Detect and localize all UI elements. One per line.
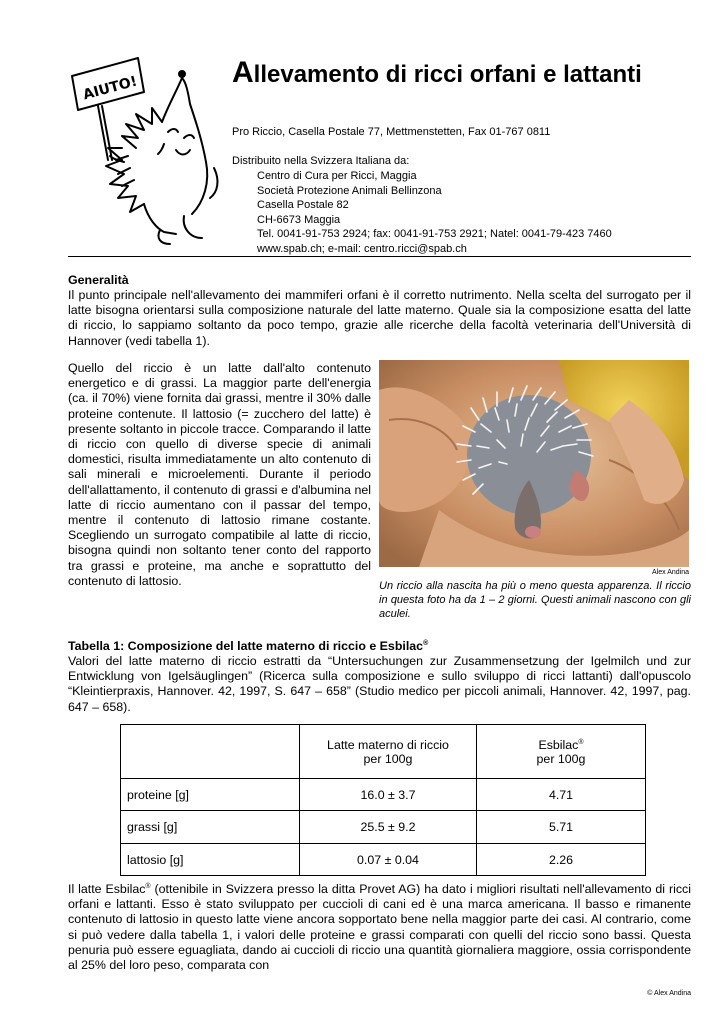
composition-table	[120, 724, 646, 876]
esbilac-rest: (ottenibile in Svizzera presso la ditta Provet AG) ha dato i migliori risultati nell'allevamento di ricci orfani e lattanti. Esso è stato sviluppato per cuccioli di cani ed è una marca americana. Il basso e rimanente contenuto di lattosio in questo latte viene ancora sopportato bene nella maggior parte dei casi. Al contrario, come si può vedere dalla tabella 1, i valori delle proteine e grassi comparati con quelli del riccio sono bassi. Questa penuria può essere eguagliata, dando ai cuccioli di riccio una quantità giornaliera maggiore, ossia corrispondente al 25% del loro peso, comparata con	[68, 882, 691, 973]
hedgehog-logo	[64, 52, 224, 248]
header-esbilac-line2: per 100g	[536, 751, 586, 766]
address-line: Tel. 0041-91-753 2924; fax: 0041-91-753 2921; Natel: 0041-79-423 7460	[257, 228, 612, 240]
header-riccio-line1: Latte materno di riccio	[327, 737, 449, 752]
row-label: proteine [g]	[121, 779, 300, 811]
title-initial: A	[232, 56, 254, 89]
address-block	[257, 169, 612, 256]
row-riccio-value: 25.5 ± 9.2	[300, 811, 477, 844]
registered-mark: ®	[578, 738, 584, 746]
address-line: Centro di Cura per Ricci, Maggia	[257, 170, 417, 182]
page-title	[232, 56, 642, 90]
org-line: Pro Riccio, Casella Postale 77, Mettmenstetten, Fax 01-767 0811	[232, 126, 551, 138]
row-riccio-value: 16.0 ± 3.7	[300, 779, 477, 811]
header-riccio-line2: per 100g	[363, 751, 413, 766]
row-label: grassi [g]	[121, 811, 300, 844]
header-divider	[68, 256, 691, 257]
address-line: www.spab.ch; e-mail: centro.ricci@spab.ch	[257, 242, 467, 255]
photo-credit: Alex Andina	[652, 569, 689, 576]
photo-caption: Un riccio alla nascita ha più o meno questa apparenza. Il riccio in questa foto ha da 1 – 2 giorni. Questi animali nascono con gli aculei.	[379, 580, 691, 620]
table-row	[121, 779, 646, 811]
table-description: Valori del latte materno di riccio estratti da “Untersuchungen zur Zusammensetzung der Igelmilch und zur Entwicklung von Igelsäuglingen” (Ricerca sulla composizione e sullo sviluppo di ricci lattanti) dall'opuscolo “Kleintierpraxis, Hannover. 42, 1997, S. 647 – 658” (Studio medico per piccoli animali, Hannover. 42, 1997, pag. 647 – 658).	[68, 654, 691, 714]
milk-paragraph: Quello del riccio è un latte dall'alto contenuto energetico e di grassi. La maggior parte dell'energia (ca. il 70%) viene fornita dai grassi, mentre il 30% dalle proteine contenute. Il lattosio (= zucchero del latte) è presente soltanto in piccole tracce. Comparando il latte di riccio con quello di diverse specie di animali domestici, risulta immediatamente un alto contenuto di sali minerali e microelementi. Durante il periodo dell'allattamento, il contenuto di grassi e d'albumina nel latte di riccio aumentano con il passar del tempo, mentre il contenuto di lattosio rimane costante. Scegliendo un surrogato compatibile al latte di riccio, bisogna quindi non soltanto tener conto del rapporto tra grassi e proteine, ma anche e soprattutto del contenuto di lattosio.	[68, 361, 371, 588]
distributed-label: Distribuito nella Svizzera Italiana da:	[232, 155, 410, 167]
address-line: Casella Postale 82	[257, 199, 349, 211]
table-header-empty	[121, 725, 300, 779]
table-heading-text: Tabella 1: Composizione del latte materno di riccio e Esbilac	[68, 639, 424, 653]
row-esbilac-value: 2.26	[477, 844, 646, 876]
table-row	[121, 844, 646, 876]
row-label: lattosio [g]	[121, 844, 300, 876]
row-esbilac-value: 5.71	[477, 811, 646, 844]
table-heading	[68, 639, 691, 654]
title-rest: llevamento di ricci orfani e lattanti	[253, 61, 642, 88]
generalita-text: Il punto principale nell'allevamento dei mammiferi orfani è il corretto nutrimento. Nella scelta del surrogato per il latte bisogna orientarsi sulla composizione naturale del latte materno. Quale sia la composizione esatta del latte di riccio, lo sappiamo soltanto da poco tempo, grazie alle ricerche della facoltà veterinaria dell'Università di Hannover (vedi tabella 1).	[68, 288, 691, 348]
esbilac-paragraph	[68, 882, 691, 973]
registered-mark: ®	[145, 882, 151, 890]
address-line: CH-6673 Maggia	[257, 213, 341, 226]
copyright-footer: © Alex Andina	[647, 990, 691, 997]
header-esbilac-line1: Esbilac	[538, 737, 579, 752]
table-header-riccio	[300, 725, 477, 779]
sign-text: AIUTO!	[81, 73, 139, 104]
table-header-row	[121, 725, 646, 779]
table-header-esbilac	[477, 725, 646, 779]
registered-mark: ®	[423, 639, 429, 647]
address-line: Società Protezione Animali Bellinzona	[257, 184, 442, 197]
esbilac-start: Il latte Esbilac	[68, 882, 146, 896]
row-riccio-value: 0.07 ± 0.04	[300, 844, 477, 876]
row-esbilac-value: 4.71	[477, 779, 646, 811]
table-row	[121, 811, 646, 844]
section-heading-generalita: Generalità	[68, 273, 129, 287]
hedgehog-photo	[379, 360, 689, 567]
